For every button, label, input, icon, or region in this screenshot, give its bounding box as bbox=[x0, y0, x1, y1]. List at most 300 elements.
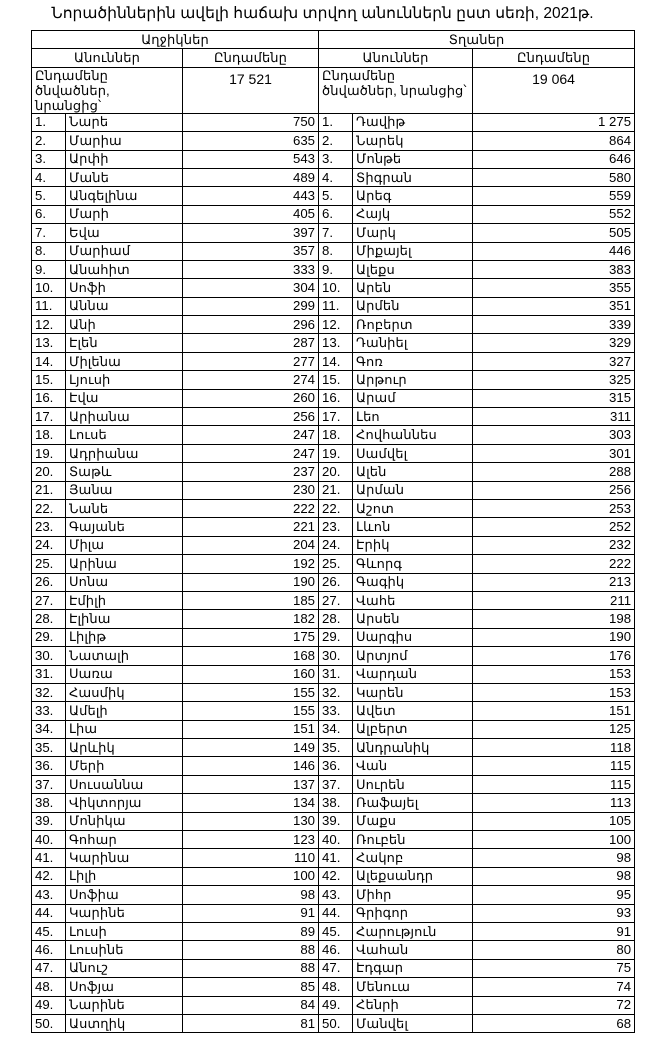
boy-name: Արամ bbox=[353, 389, 473, 407]
girls-total-label: Ընդամենը ծնվածներ, նրանցից՝ bbox=[32, 67, 183, 113]
girl-name: Նանե bbox=[66, 499, 183, 517]
girl-count: 405 bbox=[183, 205, 319, 223]
boy-name: Գոռ bbox=[353, 352, 473, 370]
boy-rank: 4. bbox=[319, 168, 353, 186]
boy-count: 559 bbox=[473, 187, 635, 205]
boy-name: Ռաֆայել bbox=[353, 794, 473, 812]
girl-name: Տաթև bbox=[66, 463, 183, 481]
boy-rank: 7. bbox=[319, 224, 353, 242]
girl-rank: 12. bbox=[32, 316, 66, 334]
girl-rank: 17. bbox=[32, 408, 66, 426]
boy-rank: 45. bbox=[319, 922, 353, 940]
table-row bbox=[32, 297, 635, 315]
boy-count: 256 bbox=[473, 481, 635, 499]
boy-name: Էրիկ bbox=[353, 536, 473, 554]
table-row bbox=[32, 279, 635, 297]
girl-count: 185 bbox=[183, 591, 319, 609]
girl-name: Միլենա bbox=[66, 352, 183, 370]
boy-name: Հակոբ bbox=[353, 849, 473, 867]
girl-count: 357 bbox=[183, 242, 319, 260]
boy-name: Արմեն bbox=[353, 297, 473, 315]
girl-rank: 41. bbox=[32, 849, 66, 867]
boy-rank: 28. bbox=[319, 610, 353, 628]
girl-count: 100 bbox=[183, 867, 319, 885]
boy-name: Գևորգ bbox=[353, 555, 473, 573]
boy-rank: 1. bbox=[319, 113, 353, 131]
boy-rank: 30. bbox=[319, 647, 353, 665]
boy-name: Սարգիս bbox=[353, 628, 473, 646]
boy-rank: 38. bbox=[319, 794, 353, 812]
girl-name: Հասմիկ bbox=[66, 683, 183, 701]
boy-rank: 10. bbox=[319, 279, 353, 297]
boys-total-value: 19 064 bbox=[473, 67, 635, 113]
boy-rank: 21. bbox=[319, 481, 353, 499]
boy-rank: 3. bbox=[319, 150, 353, 168]
girl-count: 543 bbox=[183, 150, 319, 168]
table-row bbox=[32, 922, 635, 940]
girl-rank: 13. bbox=[32, 334, 66, 352]
table-row bbox=[32, 849, 635, 867]
girl-count: 134 bbox=[183, 794, 319, 812]
girl-count: 81 bbox=[183, 1014, 319, 1032]
table-row bbox=[32, 683, 635, 701]
girl-name: Գայանե bbox=[66, 518, 183, 536]
girl-name: Եվա bbox=[66, 224, 183, 242]
girl-rank: 30. bbox=[32, 647, 66, 665]
girl-count: 149 bbox=[183, 739, 319, 757]
boy-name: Աշոտ bbox=[353, 499, 473, 517]
girl-rank: 2. bbox=[32, 132, 66, 150]
girl-rank: 14. bbox=[32, 352, 66, 370]
girl-count: 247 bbox=[183, 444, 319, 462]
boy-rank: 50. bbox=[319, 1014, 353, 1032]
table-row bbox=[32, 499, 635, 517]
boy-rank: 20. bbox=[319, 463, 353, 481]
boy-name: Հովհաննես bbox=[353, 426, 473, 444]
girl-rank: 4. bbox=[32, 168, 66, 186]
girl-count: 635 bbox=[183, 132, 319, 150]
boy-count: 1 275 bbox=[473, 113, 635, 131]
girl-rank: 45. bbox=[32, 922, 66, 940]
boy-rank: 16. bbox=[319, 389, 353, 407]
column-header-row bbox=[32, 49, 635, 67]
boy-count: 75 bbox=[473, 959, 635, 977]
girl-rank: 3. bbox=[32, 150, 66, 168]
boy-count: 580 bbox=[473, 168, 635, 186]
table-row bbox=[32, 591, 635, 609]
girl-count: 151 bbox=[183, 720, 319, 738]
girl-name: Էլինա bbox=[66, 610, 183, 628]
girl-rank: 7. bbox=[32, 224, 66, 242]
girl-name: Սոֆի bbox=[66, 279, 183, 297]
girl-name: Նարինե bbox=[66, 996, 183, 1014]
girl-rank: 44. bbox=[32, 904, 66, 922]
girl-rank: 24. bbox=[32, 536, 66, 554]
boy-rank: 25. bbox=[319, 555, 353, 573]
girl-count: 333 bbox=[183, 260, 319, 278]
girl-name: Միլա bbox=[66, 536, 183, 554]
girl-name: Մանե bbox=[66, 168, 183, 186]
girl-name: Գոհար bbox=[66, 831, 183, 849]
boy-name: Մոնթե bbox=[353, 150, 473, 168]
boy-count: 315 bbox=[473, 389, 635, 407]
boy-count: 303 bbox=[473, 426, 635, 444]
boy-name: Սուրեն bbox=[353, 775, 473, 793]
girl-count: 230 bbox=[183, 481, 319, 499]
boy-name: Մարկ bbox=[353, 224, 473, 242]
girl-count: 98 bbox=[183, 886, 319, 904]
table-row bbox=[32, 463, 635, 481]
girl-rank: 15. bbox=[32, 371, 66, 389]
boy-rank: 42. bbox=[319, 867, 353, 885]
girl-name: Մերի bbox=[66, 757, 183, 775]
table-row bbox=[32, 150, 635, 168]
boy-name: Լեո bbox=[353, 408, 473, 426]
boy-count: 151 bbox=[473, 702, 635, 720]
girl-name: Սոնա bbox=[66, 573, 183, 591]
girl-count: 110 bbox=[183, 849, 319, 867]
girl-name: Կարինե bbox=[66, 904, 183, 922]
girl-name: Լիա bbox=[66, 720, 183, 738]
boy-rank: 31. bbox=[319, 665, 353, 683]
boys-names-header: Անուններ bbox=[319, 49, 473, 67]
table-row bbox=[32, 205, 635, 223]
page-title: Նորածիններին ավելի հաճախ տրվող անուններն ըստ սեռի, 2021թ. bbox=[51, 5, 594, 22]
table-row bbox=[32, 316, 635, 334]
girl-name: Նատալի bbox=[66, 647, 183, 665]
girl-rank: 40. bbox=[32, 831, 66, 849]
boy-count: 80 bbox=[473, 941, 635, 959]
girl-rank: 6. bbox=[32, 205, 66, 223]
table-row bbox=[32, 978, 635, 996]
boy-rank: 40. bbox=[319, 831, 353, 849]
boy-count: 351 bbox=[473, 297, 635, 315]
girl-rank: 35. bbox=[32, 739, 66, 757]
table-row bbox=[32, 260, 635, 278]
girl-count: 146 bbox=[183, 757, 319, 775]
boy-rank: 11. bbox=[319, 297, 353, 315]
boy-count: 325 bbox=[473, 371, 635, 389]
boy-rank: 12. bbox=[319, 316, 353, 334]
boy-rank: 41. bbox=[319, 849, 353, 867]
table-row bbox=[32, 757, 635, 775]
table-row bbox=[32, 168, 635, 186]
table-row bbox=[32, 867, 635, 885]
boys-header: Տղաներ bbox=[319, 31, 635, 49]
girl-rank: 26. bbox=[32, 573, 66, 591]
boy-rank: 33. bbox=[319, 702, 353, 720]
girl-name: Լուսի bbox=[66, 922, 183, 940]
boy-count: 339 bbox=[473, 316, 635, 334]
names-table-body bbox=[32, 31, 635, 1033]
girl-count: 304 bbox=[183, 279, 319, 297]
girl-count: 155 bbox=[183, 683, 319, 701]
boy-name: Արեն bbox=[353, 279, 473, 297]
table-row bbox=[32, 334, 635, 352]
girl-count: 175 bbox=[183, 628, 319, 646]
boy-name: Դավիթ bbox=[353, 113, 473, 131]
boy-count: 176 bbox=[473, 647, 635, 665]
table-row bbox=[32, 132, 635, 150]
boy-name: Գագիկ bbox=[353, 573, 473, 591]
girl-count: 221 bbox=[183, 518, 319, 536]
boy-name: Կարեն bbox=[353, 683, 473, 701]
boy-name: Ռոբերտ bbox=[353, 316, 473, 334]
girl-rank: 27. bbox=[32, 591, 66, 609]
boy-name: Գրիգոր bbox=[353, 904, 473, 922]
boy-count: 198 bbox=[473, 610, 635, 628]
girl-name: Սառա bbox=[66, 665, 183, 683]
girl-count: 750 bbox=[183, 113, 319, 131]
boy-count: 72 bbox=[473, 996, 635, 1014]
girl-count: 489 bbox=[183, 168, 319, 186]
girl-count: 88 bbox=[183, 959, 319, 977]
girl-rank: 46. bbox=[32, 941, 66, 959]
girl-rank: 20. bbox=[32, 463, 66, 481]
boy-count: 301 bbox=[473, 444, 635, 462]
girl-rank: 1. bbox=[32, 113, 66, 131]
boy-count: 105 bbox=[473, 812, 635, 830]
girl-rank: 37. bbox=[32, 775, 66, 793]
girl-name: Մարի bbox=[66, 205, 183, 223]
table-row bbox=[32, 739, 635, 757]
boy-count: 646 bbox=[473, 150, 635, 168]
girl-rank: 11. bbox=[32, 297, 66, 315]
boy-rank: 18. bbox=[319, 426, 353, 444]
girl-rank: 19. bbox=[32, 444, 66, 462]
boy-rank: 22. bbox=[319, 499, 353, 517]
boy-name: Մաքս bbox=[353, 812, 473, 830]
boy-count: 211 bbox=[473, 591, 635, 609]
girl-rank: 28. bbox=[32, 610, 66, 628]
boy-count: 100 bbox=[473, 831, 635, 849]
table-row bbox=[32, 959, 635, 977]
boy-count: 115 bbox=[473, 775, 635, 793]
boy-count: 288 bbox=[473, 463, 635, 481]
girl-count: 88 bbox=[183, 941, 319, 959]
girl-count: 85 bbox=[183, 978, 319, 996]
boy-count: 115 bbox=[473, 757, 635, 775]
boy-rank: 26. bbox=[319, 573, 353, 591]
boys-total-label: Ընդամենը ծնվածներ, նրանցից՝ bbox=[319, 67, 473, 113]
girl-count: 260 bbox=[183, 389, 319, 407]
table-row bbox=[32, 720, 635, 738]
boy-rank: 49. bbox=[319, 996, 353, 1014]
girl-count: 274 bbox=[183, 371, 319, 389]
boy-name: Սամվել bbox=[353, 444, 473, 462]
boy-name: Արման bbox=[353, 481, 473, 499]
girl-name: Էվա bbox=[66, 389, 183, 407]
boy-count: 327 bbox=[473, 352, 635, 370]
girl-count: 160 bbox=[183, 665, 319, 683]
girl-rank: 10. bbox=[32, 279, 66, 297]
girls-total-value: 17 521 bbox=[183, 67, 319, 113]
girl-rank: 16. bbox=[32, 389, 66, 407]
boy-name: Արեգ bbox=[353, 187, 473, 205]
boy-count: 125 bbox=[473, 720, 635, 738]
girl-name: Կարինա bbox=[66, 849, 183, 867]
table-row bbox=[32, 371, 635, 389]
girl-name: Արինա bbox=[66, 555, 183, 573]
boy-rank: 14. bbox=[319, 352, 353, 370]
girl-count: 192 bbox=[183, 555, 319, 573]
boy-count: 153 bbox=[473, 683, 635, 701]
boy-rank: 48. bbox=[319, 978, 353, 996]
table-row bbox=[32, 426, 635, 444]
girl-rank: 39. bbox=[32, 812, 66, 830]
girl-count: 168 bbox=[183, 647, 319, 665]
boy-name: Վահան bbox=[353, 941, 473, 959]
boy-rank: 46. bbox=[319, 941, 353, 959]
girl-count: 247 bbox=[183, 426, 319, 444]
boy-name: Արտյոմ bbox=[353, 647, 473, 665]
boy-rank: 5. bbox=[319, 187, 353, 205]
girl-name: Ամելի bbox=[66, 702, 183, 720]
boy-rank: 19. bbox=[319, 444, 353, 462]
boy-name: Ալեն bbox=[353, 463, 473, 481]
girl-count: 296 bbox=[183, 316, 319, 334]
table-row bbox=[32, 610, 635, 628]
girl-rank: 36. bbox=[32, 757, 66, 775]
table-row bbox=[32, 389, 635, 407]
boy-count: 311 bbox=[473, 408, 635, 426]
boy-rank: 47. bbox=[319, 959, 353, 977]
table-row bbox=[32, 775, 635, 793]
girl-count: 443 bbox=[183, 187, 319, 205]
boy-count: 91 bbox=[473, 922, 635, 940]
boy-rank: 44. bbox=[319, 904, 353, 922]
table-row bbox=[32, 187, 635, 205]
boy-count: 355 bbox=[473, 279, 635, 297]
girl-name: Անուշ bbox=[66, 959, 183, 977]
girl-count: 182 bbox=[183, 610, 319, 628]
boy-count: 505 bbox=[473, 224, 635, 242]
girl-count: 222 bbox=[183, 499, 319, 517]
boy-count: 864 bbox=[473, 132, 635, 150]
table-row bbox=[32, 518, 635, 536]
table-row bbox=[32, 812, 635, 830]
girl-count: 123 bbox=[183, 831, 319, 849]
girl-name: Սոֆիա bbox=[66, 886, 183, 904]
girl-count: 155 bbox=[183, 702, 319, 720]
girl-rank: 48. bbox=[32, 978, 66, 996]
girl-rank: 23. bbox=[32, 518, 66, 536]
girl-count: 130 bbox=[183, 812, 319, 830]
table-row bbox=[32, 886, 635, 904]
table-row bbox=[32, 647, 635, 665]
boy-count: 113 bbox=[473, 794, 635, 812]
boy-count: 446 bbox=[473, 242, 635, 260]
girl-count: 397 bbox=[183, 224, 319, 242]
boy-rank: 37. bbox=[319, 775, 353, 793]
boy-count: 190 bbox=[473, 628, 635, 646]
girl-name: Էլեն bbox=[66, 334, 183, 352]
boy-rank: 35. bbox=[319, 739, 353, 757]
girl-name: Լիլի bbox=[66, 867, 183, 885]
girl-name: Մոնիկա bbox=[66, 812, 183, 830]
girl-name: Արիանա bbox=[66, 408, 183, 426]
table-row bbox=[32, 1014, 635, 1032]
boy-count: 232 bbox=[473, 536, 635, 554]
table-row bbox=[32, 794, 635, 812]
girl-name: Անգելինա bbox=[66, 187, 183, 205]
table-row bbox=[32, 702, 635, 720]
girl-rank: 18. bbox=[32, 426, 66, 444]
boy-name: Վարդան bbox=[353, 665, 473, 683]
boy-name: Վան bbox=[353, 757, 473, 775]
table-row bbox=[32, 113, 635, 131]
table-row bbox=[32, 831, 635, 849]
girls-count-header: Ընդամենը bbox=[183, 49, 319, 67]
girl-rank: 49. bbox=[32, 996, 66, 1014]
girl-name: Մարիամ bbox=[66, 242, 183, 260]
boy-name: Ալբերտ bbox=[353, 720, 473, 738]
girl-rank: 42. bbox=[32, 867, 66, 885]
boy-name: Հենրի bbox=[353, 996, 473, 1014]
boy-rank: 36. bbox=[319, 757, 353, 775]
boy-rank: 27. bbox=[319, 591, 353, 609]
boy-count: 74 bbox=[473, 978, 635, 996]
boy-count: 552 bbox=[473, 205, 635, 223]
boy-name: Տիգրան bbox=[353, 168, 473, 186]
table-row bbox=[32, 996, 635, 1014]
boy-count: 222 bbox=[473, 555, 635, 573]
girl-count: 204 bbox=[183, 536, 319, 554]
boy-count: 153 bbox=[473, 665, 635, 683]
girl-name: Սուսաննա bbox=[66, 775, 183, 793]
boy-rank: 23. bbox=[319, 518, 353, 536]
girl-name: Մարիա bbox=[66, 132, 183, 150]
boy-name: Հարություն bbox=[353, 922, 473, 940]
boy-name: Ավետ bbox=[353, 702, 473, 720]
girl-rank: 32. bbox=[32, 683, 66, 701]
girl-rank: 25. bbox=[32, 555, 66, 573]
boy-name: Հայկ bbox=[353, 205, 473, 223]
girl-name: Անի bbox=[66, 316, 183, 334]
boy-rank: 34. bbox=[319, 720, 353, 738]
boy-rank: 8. bbox=[319, 242, 353, 260]
boy-rank: 15. bbox=[319, 371, 353, 389]
girl-count: 84 bbox=[183, 996, 319, 1014]
table-row bbox=[32, 224, 635, 242]
boy-count: 213 bbox=[473, 573, 635, 591]
table-row bbox=[32, 573, 635, 591]
table-row bbox=[32, 536, 635, 554]
girl-rank: 33. bbox=[32, 702, 66, 720]
girl-name: Լուսե bbox=[66, 426, 183, 444]
boy-count: 95 bbox=[473, 886, 635, 904]
girl-name: Արևիկ bbox=[66, 739, 183, 757]
boys-count-header: Ընդամենը bbox=[473, 49, 635, 67]
boy-name: Լևոն bbox=[353, 518, 473, 536]
boy-name: Ալեքս bbox=[353, 260, 473, 278]
table-row bbox=[32, 941, 635, 959]
girl-name: Ադրիանա bbox=[66, 444, 183, 462]
girl-rank: 9. bbox=[32, 260, 66, 278]
boy-name: Անդրանիկ bbox=[353, 739, 473, 757]
boy-name: Մանվել bbox=[353, 1014, 473, 1032]
girls-header: Աղջիկներ bbox=[32, 31, 319, 49]
boy-rank: 13. bbox=[319, 334, 353, 352]
girl-rank: 31. bbox=[32, 665, 66, 683]
girl-count: 91 bbox=[183, 904, 319, 922]
boy-name: Ռուբեն bbox=[353, 831, 473, 849]
girl-name: Անահիտ bbox=[66, 260, 183, 278]
boy-count: 93 bbox=[473, 904, 635, 922]
boy-rank: 6. bbox=[319, 205, 353, 223]
boy-name: Միհր bbox=[353, 886, 473, 904]
table-row bbox=[32, 408, 635, 426]
